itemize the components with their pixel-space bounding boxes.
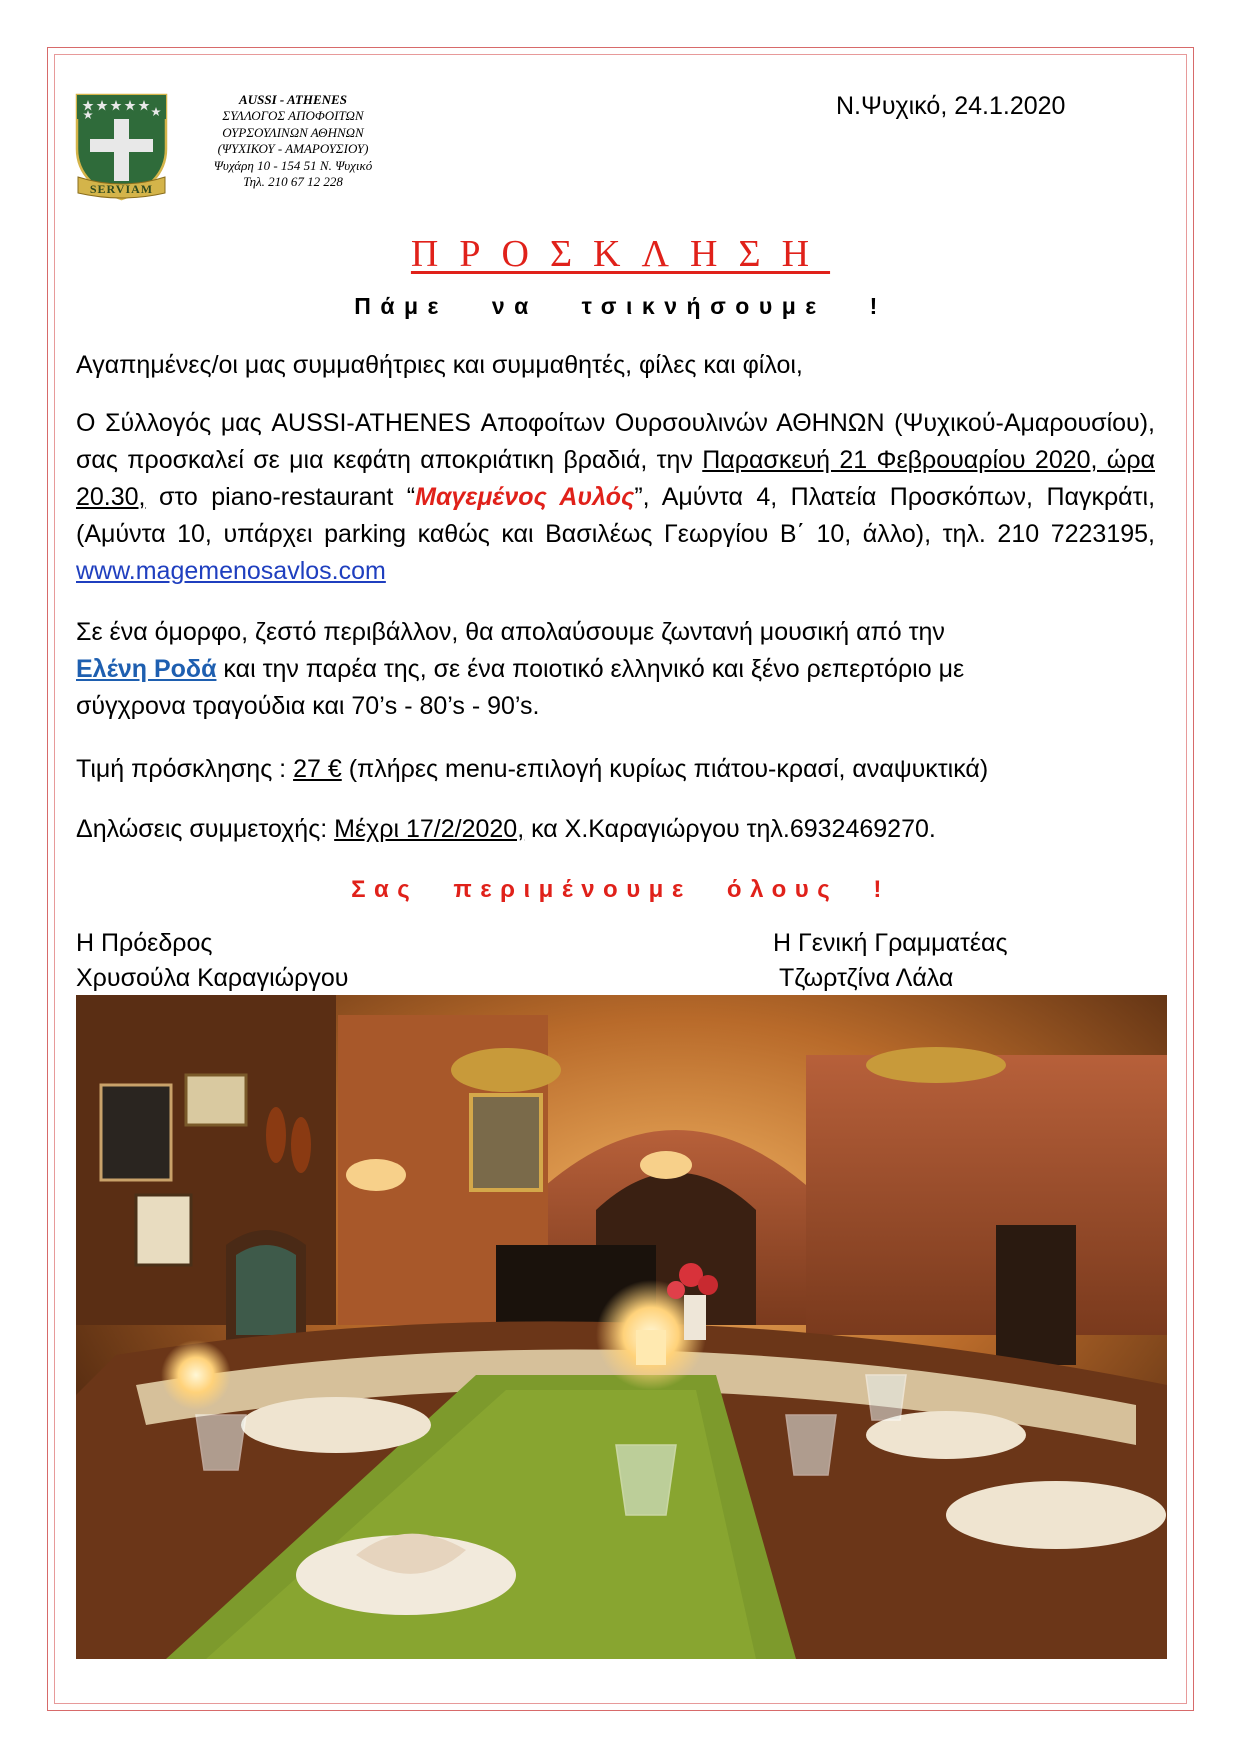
organization-address-block [183, 92, 403, 190]
org-name: AUSSI - ATHENES [239, 92, 347, 107]
school-crest-logo [74, 91, 169, 203]
paragraph-line: Σε ένα όμορφο, ζεστό περιβάλλον, θα απολαύσουμε ζωντανή μουσική από την [76, 618, 945, 646]
paragraph-line [76, 651, 1155, 688]
signature-president [76, 926, 348, 996]
secretary-role: Η Γενική Γραμματέας [773, 929, 1008, 957]
paragraph-text: Ο Σύλλογός μας AUSSI-ATHENES Αποφοίτων Ουρσουλινών ΑΘΗΝΩΝ (Ψυχικού-Αμαρουσίου), σας προσκαλεί σε μια κεφάτη αποκριάτικη βραδιά, την [76, 409, 1155, 474]
price-line [76, 751, 1155, 788]
org-line: ΟΥΡΣΟΥΛΙΝΩΝ ΑΘΗΝΩΝ [222, 124, 364, 140]
event-date-time: Παρασκευή 21 Φεβρουαρίου 2020, ώρα 20.30, [76, 446, 1155, 511]
org-address: Ψυχάρη 10 - 154 51 Ν. Ψυχικό [213, 157, 373, 173]
signature-secretary [773, 926, 1008, 996]
restaurant-photo [76, 995, 1167, 1659]
registration-deadline: Μέχρι 17/2/2020, [334, 815, 525, 843]
paragraph-text: ”, Αμύντα 4, Πλατεία Προσκόπων, Παγκράτι, (Αμύντα 10, υπάρχει parking καθώς και Βασιλέως Γεωργίου Β΄ 10, άλλο), τηλ. 210 7223195, [76, 483, 1156, 548]
closing-line: Σας περιμένουμε όλους ! [351, 876, 890, 903]
price-details: (πλήρες menu-επιλογή κυρίως πιάτου-κρασί, αναψυκτικά) [341, 755, 989, 783]
letter-date: Ν.Ψυχικό, 24.1.2020 [836, 92, 1066, 120]
org-line: (ΨΥΧΙΚΟΥ - ΑΜΑΡΟΥΣΙΟΥ) [217, 141, 369, 157]
org-line: ΣΥΛΛΟΓΟΣ ΑΠΟΦΟΙΤΩΝ [222, 108, 364, 124]
registration-line [76, 811, 1155, 848]
paragraph-text: στο piano-restaurant “ [145, 483, 416, 511]
music-paragraph [76, 614, 1155, 725]
singer-name: Ελένη Ροδά [76, 655, 217, 683]
president-role: Η Πρόεδρος [76, 929, 213, 957]
org-phone: Τηλ. 210 67 12 228 [243, 174, 343, 190]
registration-contact: κα Χ.Καραγιώργου τηλ.6932469270. [524, 815, 936, 843]
registration-label: Δηλώσεις συμμετοχής: [76, 815, 335, 843]
greeting: Αγαπημένες/οι μας συμμαθήτριες και συμμαθητές, φίλες και φίλοι, [76, 351, 803, 379]
president-name: Χρυσούλα Καραγιώργου [76, 964, 349, 992]
invitation-paragraph [76, 405, 1155, 590]
logo-motto: SERVIAM [89, 182, 154, 196]
paragraph-line: σύγχρονα τραγούδια και 70’s - 80’s - 90’s. [76, 692, 540, 720]
invitation-title: ΠΡΟΣΚΛΗΣΗ [410, 233, 831, 275]
price-label: Τιμή πρόσκλησης : [76, 755, 294, 783]
price-amount: 27 € [293, 755, 342, 783]
paragraph-text: και την παρέα της, σε ένα ποιοτικό ελληνικό και ξένο ρεπερτόριο με [216, 655, 965, 683]
secretary-name: Τζωρτζίνα Λάλα [779, 964, 954, 992]
venue-name: Μαγεμένος Αυλός [415, 483, 635, 511]
invitation-subtitle: Πάμε να τσικνήσουμε ! [354, 293, 887, 319]
venue-website-link[interactable]: www.magemenosavlos.com [76, 557, 386, 585]
